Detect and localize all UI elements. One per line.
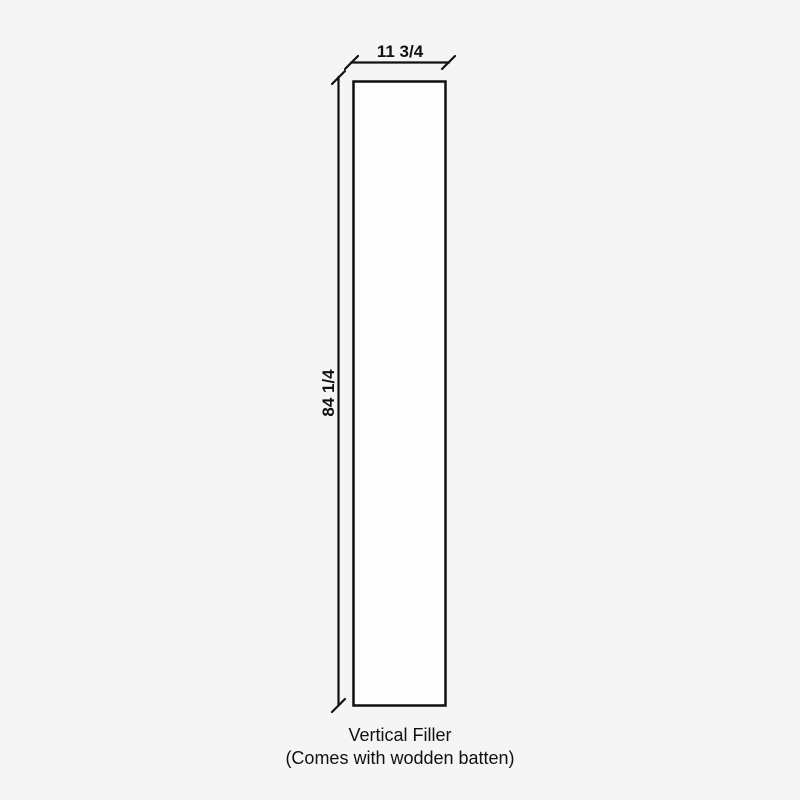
diagram-caption: [0, 724, 800, 770]
caption-part-name: Vertical Filler: [348, 725, 452, 745]
filler-panel-outline: [354, 82, 446, 706]
height-dimension: [319, 71, 345, 712]
width-dimension: [345, 42, 455, 69]
height-dimension-label: 84 1/4: [319, 369, 338, 417]
width-dimension-label: 11 3/4: [376, 42, 424, 61]
caption-note: (Comes with wodden batten): [285, 748, 515, 768]
